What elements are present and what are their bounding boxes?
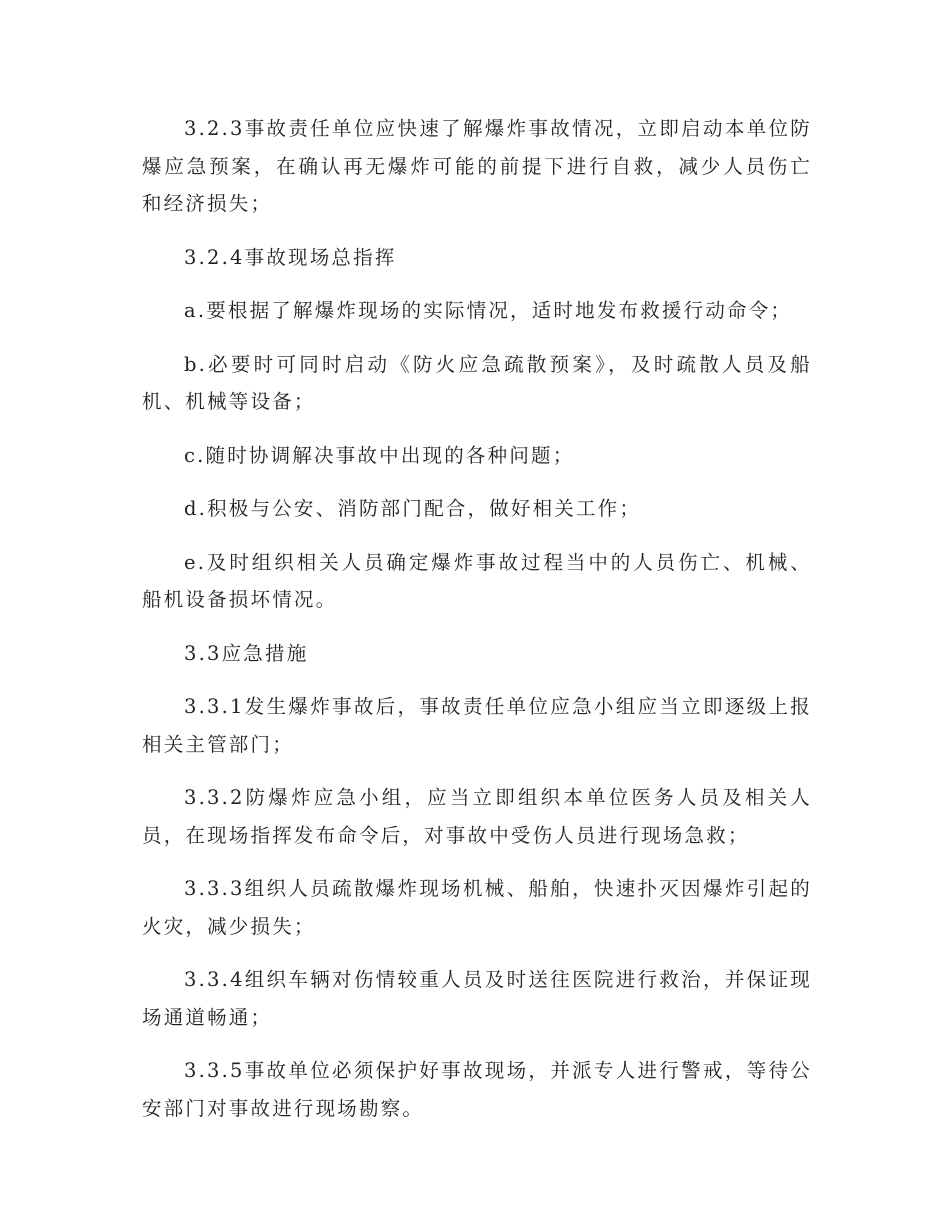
paragraph-3-3-4: 3.3.4组织车辆对伤情较重人员及时送往医院进行救治，并保证现场通道畅通； <box>142 968 812 1029</box>
paragraph-3-2-3: 3.2.3事故责任单位应快速了解爆炸事故情况，立即启动本单位防爆应急预案，在确认再无爆炸可能的前提下进行自救，减少人员伤亡和经济损失； <box>142 117 812 215</box>
paragraph-3-3-3: 3.3.3组织人员疏散爆炸现场机械、船舶，快速扑灭因爆炸引起的火灾，减少损失； <box>142 877 812 938</box>
paragraph-item-d: d.积极与公安、消防部门配合，做好相关工作； <box>184 497 642 520</box>
section-heading-3-3: 3.3应急措施 <box>184 641 309 665</box>
paragraph-item-c: c.随时协调解决事故中出现的各种问题； <box>184 443 575 467</box>
paragraph-3-2-4: 3.2.4事故现场总指挥 <box>184 245 397 269</box>
document-body <box>142 110 812 1143</box>
paragraph-3-3-5: 3.3.5事故单位必须保护好事故现场，并派专人进行警戒，等待公安部门对事故进行现场勘察。 <box>142 1059 812 1120</box>
paragraph-item-b: b.必要时可同时启动《防火应急疏散预案》，及时疏散人员及船机、机械等设备； <box>142 352 812 413</box>
paragraph-3-3-2: 3.3.2防爆炸应急小组，应当立即组织本单位医务人员及相关人员，在现场指挥发布命令后，对事故中受伤人员进行现场急救； <box>142 786 812 847</box>
paragraph-item-a: a.要根据了解爆炸现场的实际情况，适时地发布救援行动命令； <box>184 299 793 322</box>
paragraph-item-e: e.及时组织相关人员确定爆炸事故过程当中的人员伤亡、机械、船机设备损坏情况。 <box>142 550 812 611</box>
paragraph-3-3-1: 3.3.1发生爆炸事故后，事故责任单位应急小组应当立即逐级上报相关主管部门； <box>142 695 812 756</box>
